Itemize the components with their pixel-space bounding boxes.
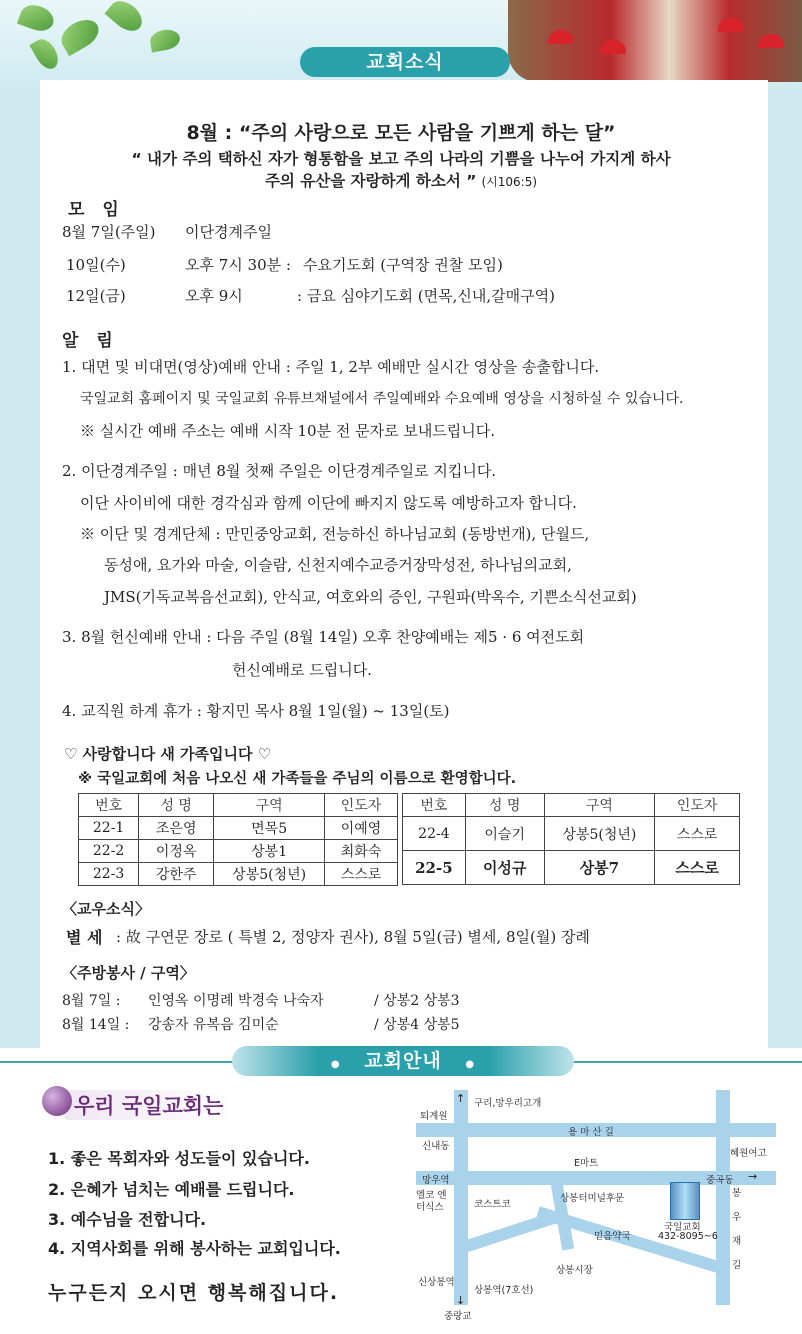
- notice-line: 국일교회 홈페이지 및 국일교회 유튜브채널에서 주일예배와 수요예배 영상을 시청하실 수 있습니다.: [80, 391, 684, 407]
- guide-item: 2. 은혜가 넘치는 예배를 드립니다.: [48, 1180, 295, 1199]
- map-label: 용 마 산 길: [568, 1127, 614, 1138]
- meeting-desc: : 금요 심야기도회 (면목,신내,갈매구역): [297, 287, 555, 305]
- guide-closing: 누구든지 오시면 행복해집니다.: [48, 1282, 340, 1304]
- cell: 22-1: [79, 817, 139, 840]
- notice-line: JMS(기독교복음선교회), 안식교, 여호와의 증인, 구원파(박옥수, 기쁜소식선교회): [104, 588, 637, 606]
- guide-title-pill: ● 교회안내 ●: [232, 1046, 574, 1076]
- notice-line: ※ 이단 및 경계단체 : 만민중앙교회, 전능하신 하나님교회 (동방번개), 단월드,: [80, 525, 590, 543]
- column-header: 구역: [544, 794, 655, 817]
- map-label: 중랑교: [444, 1311, 472, 1322]
- notice-line: 1. 대면 및 비대면(영상)예배 안내 : 주일 1, 2부 예배만 실시간 영상을 송출합니다.: [62, 358, 600, 376]
- map-label: 상봉시장: [556, 1265, 593, 1276]
- kitchen-area: / 상봉2 상봉3: [374, 993, 460, 1009]
- map-label: 상봉역(7호선): [474, 1285, 534, 1296]
- map-label: 국일교회: [664, 1222, 701, 1233]
- map-label: 코스트코: [474, 1199, 511, 1210]
- members-text: : 故 구연문 장로 ( 특별 2, 정양자 권사), 8월 5일(금) 별세, 8일(월) 장례: [116, 928, 590, 946]
- notice-heading: 알 림: [62, 331, 119, 351]
- map-label: 퇴계원: [420, 1111, 448, 1122]
- notice-line: 4. 교직원 하계 휴가 : 황지민 목사 8월 1일(월) ~ 13일(토): [62, 702, 450, 720]
- newcomers-subtitle: ※ 국일교회에 처음 나오신 새 가족들을 주님의 이름으로 환영합니다.: [78, 771, 517, 787]
- meeting-heading: 모 임: [68, 200, 125, 220]
- table-row: [403, 817, 740, 851]
- members-heading: 〈교우소식〉: [62, 900, 150, 918]
- map-label: 상봉터미널후문: [560, 1193, 625, 1204]
- kitchen-date: 8월 14일 :: [62, 1017, 130, 1033]
- cell: 상봉1: [214, 840, 325, 863]
- church-building-icon: [670, 1182, 700, 1220]
- cell: 이슬기: [465, 817, 544, 851]
- cell: 22-4: [403, 817, 466, 851]
- meeting-time: 이단경계주일: [185, 223, 272, 241]
- cell: 강한주: [139, 863, 214, 886]
- meeting-desc: 수요기도회 (구역장 권찰 모임): [303, 256, 503, 274]
- kitchen-heading: 〈주방봉사 / 구역〉: [62, 964, 195, 982]
- map-arrow-icon: ↓: [456, 1294, 466, 1307]
- meeting-time: 오후 9시: [185, 287, 243, 305]
- column-header: 구역: [214, 794, 325, 817]
- notice-line: 이단 사이비에 대한 경각심과 함께 이단에 빠지지 않도록 예방하고자 합니다.: [80, 494, 577, 512]
- column-header: 성 명: [465, 794, 544, 817]
- table-row: [79, 840, 398, 863]
- cell: 스스로: [655, 817, 740, 851]
- guide-item: 3. 예수님을 전합니다.: [48, 1210, 207, 1229]
- cell: 이성규: [465, 851, 544, 885]
- column-header: 인도자: [655, 794, 740, 817]
- cell: 스스로: [655, 851, 740, 885]
- table-row: [403, 851, 740, 885]
- notice-line: 동성애, 요가와 마술, 이슬람, 신천지예수교증거장막성전, 하나님의교회,: [104, 556, 572, 574]
- cell: 22-5: [403, 851, 466, 885]
- notice-line: ※ 실시간 예배 주소는 예배 시작 10분 전 문자로 보내드립니다.: [80, 422, 496, 440]
- column-header: 번호: [403, 794, 466, 817]
- cell: 22-2: [79, 840, 139, 863]
- notice-line: 헌신예배로 드립니다.: [232, 661, 372, 679]
- column-header: 인도자: [325, 794, 398, 817]
- verse-ref: (시106:5): [481, 175, 538, 189]
- map-label: 혜원여고: [730, 1148, 767, 1159]
- map-arrow-icon: →: [748, 1170, 758, 1183]
- meeting-date: 10일(수): [66, 256, 126, 274]
- map-label: E마트: [574, 1158, 599, 1169]
- cell: 22-3: [79, 863, 139, 886]
- cell: 최화숙: [325, 840, 398, 863]
- map-label: 신상봉역: [418, 1277, 455, 1288]
- cell: 조은영: [139, 817, 214, 840]
- guide-item: 4. 지역사회를 위해 봉사하는 교회입니다.: [48, 1239, 341, 1258]
- cell: 상봉5(청년): [544, 817, 655, 851]
- kitchen-date: 8월 7일 :: [62, 993, 121, 1009]
- members-label: 별 세: [66, 928, 103, 947]
- church-map: [416, 1082, 776, 1322]
- cell: 이정옥: [139, 840, 214, 863]
- cell: 상봉5(청년): [214, 863, 325, 886]
- kitchen-names: 인영옥 이명례 박경숙 나숙자: [148, 993, 324, 1009]
- notice-line: 3. 8월 헌신예배 안내 : 다음 주일 (8월 14일) 오후 찬양예배는 제5 · 6 여전도회: [62, 628, 585, 646]
- newcomers-table-left: [78, 793, 398, 886]
- column-header: 성 명: [139, 794, 214, 817]
- verse-line-2-wrap: [0, 169, 802, 191]
- choir-photo: [508, 0, 802, 82]
- guide-item: 1. 좋은 목회자와 성도들이 있습니다.: [48, 1149, 310, 1168]
- verse-line-2: 주의 유산을 자랑하게 하소서 ”: [264, 172, 477, 190]
- meeting-date: 8월 7일(주일): [62, 223, 156, 241]
- month-theme: 8월 : “주의 사랑으로 모든 사람을 기쁘게 하는 달”: [186, 122, 616, 144]
- cell: 이예영: [325, 817, 398, 840]
- map-label: 믿음약국: [594, 1231, 631, 1242]
- kitchen-names: 강송자 유복음 김미순: [148, 1017, 279, 1033]
- map-label: 봉 우 재 길: [732, 1188, 742, 1271]
- map-label: 구리,망우리고개: [474, 1098, 542, 1109]
- cell: 스스로: [325, 863, 398, 886]
- table-row: [79, 863, 398, 886]
- cell: 상봉7: [544, 851, 655, 885]
- map-label: 중곡동: [706, 1175, 734, 1186]
- newcomers-heading: ♡ 사랑합니다 새 가족입니다 ♡: [64, 745, 272, 763]
- meeting-time: 오후 7시 30분 :: [185, 256, 291, 274]
- kitchen-area: / 상봉4 상봉5: [374, 1017, 460, 1033]
- map-label: 432-8095~6: [658, 1231, 718, 1242]
- map-label: 신내동: [422, 1141, 450, 1152]
- map-label: 엘코 엔터식스: [416, 1190, 447, 1213]
- map-label: 망우역: [422, 1175, 450, 1186]
- table-row: [79, 817, 398, 840]
- verse-line-1: “ 내가 주의 택하신 자가 형통함을 보고 주의 나라의 기쁨을 나누어 가지게 하사: [131, 150, 671, 168]
- church-heading: 우리 국일교회는: [64, 1090, 233, 1120]
- guide-title: 교회안내: [364, 1050, 442, 1072]
- map-arrow-icon: ↑: [456, 1092, 466, 1105]
- newcomers-table-right: [402, 793, 740, 885]
- meeting-date: 12일(금): [66, 287, 126, 305]
- notice-line: 2. 이단경계주일 : 매년 8월 첫째 주일은 이단경계주일로 지킵니다.: [62, 462, 497, 480]
- column-header: 번호: [79, 794, 139, 817]
- page-title: 교회소식: [300, 47, 510, 77]
- cell: 면목5: [214, 817, 325, 840]
